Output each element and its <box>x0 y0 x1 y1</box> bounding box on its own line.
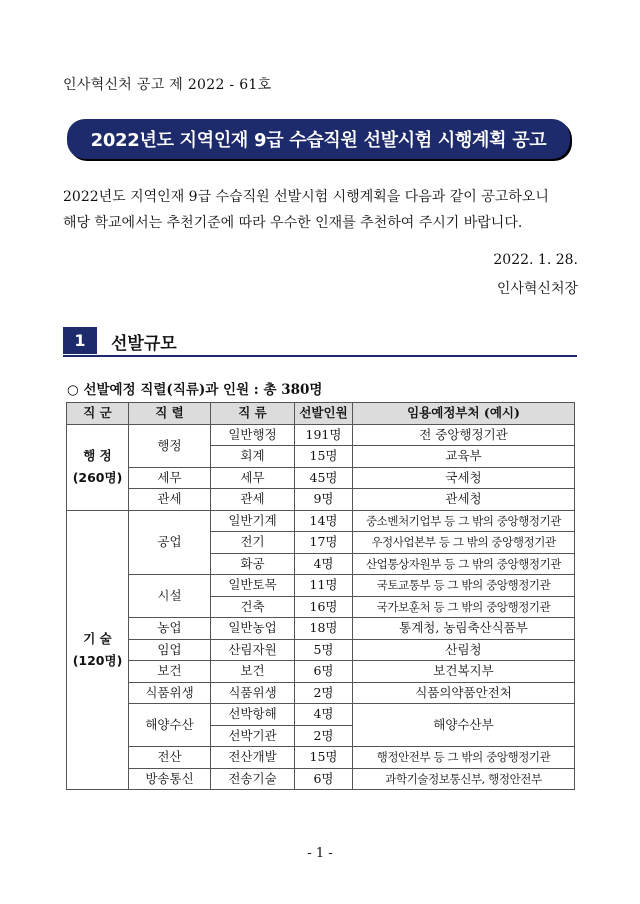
series-cell: 농업 <box>129 618 211 640</box>
ryu-cell: 전송기술 <box>211 768 295 790</box>
table-row <box>67 682 575 704</box>
selection-table <box>66 402 575 790</box>
dept-cell: 국토교통부 등 그 밖의 중앙행정기관 <box>353 575 575 597</box>
count-cell: 45명 <box>295 467 353 489</box>
dept-cell: 관세청 <box>353 489 575 511</box>
ryu-cell: 세무 <box>211 467 295 489</box>
intro-paragraph <box>63 184 581 236</box>
ryu-cell: 선박항해 <box>211 704 295 726</box>
section-title: 선발규모 <box>111 334 177 354</box>
intro-line-2: 해당 학교에서는 추천기준에 따라 우수한 인재를 추천하여 주시기 바랍니다. <box>63 215 523 231</box>
series-cell: 임업 <box>129 639 211 661</box>
table-row <box>67 489 575 511</box>
dept-cell: 산업통상자원부 등 그 밖의 중앙행정기관 <box>353 553 575 575</box>
series-cell: 공업 <box>129 510 211 575</box>
ryu-cell: 전산개발 <box>211 747 295 769</box>
table-row <box>67 575 575 597</box>
dept-cell: 보건복지부 <box>353 661 575 683</box>
group-tech-count: (120명) <box>72 652 123 668</box>
count-cell: 15명 <box>295 747 353 769</box>
header-jikgun: 직 군 <box>67 403 129 425</box>
count-cell: 15명 <box>295 446 353 468</box>
ryu-cell: 보건 <box>211 661 295 683</box>
ryu-cell: 건축 <box>211 596 295 618</box>
count-cell: 2명 <box>295 725 353 747</box>
agency-signature: 인사혁신처장 <box>496 281 578 297</box>
document-title: 2022년도 지역인재 9급 수습직원 선발시험 시행계획 공고 <box>67 119 570 159</box>
ryu-cell: 일반기계 <box>211 510 295 532</box>
table-row <box>67 424 575 446</box>
dept-cell: 교육부 <box>353 446 575 468</box>
count-cell: 2명 <box>295 682 353 704</box>
header-jikryu: 직 류 <box>211 403 295 425</box>
series-cell: 전산 <box>129 747 211 769</box>
group-admin-count: (260명) <box>72 470 123 485</box>
count-cell: 18명 <box>295 618 353 640</box>
page-number: - 1 - <box>307 846 333 861</box>
ryu-cell: 일반토목 <box>211 575 295 597</box>
group-tech-name: 기 술 <box>83 630 112 646</box>
count-cell: 16명 <box>295 596 353 618</box>
header-jikryeol: 직 렬 <box>129 403 211 425</box>
ryu-cell: 일반행정 <box>211 424 295 446</box>
table-header-row <box>67 403 575 425</box>
ryu-cell: 관세 <box>211 489 295 511</box>
series-cell: 관세 <box>129 489 211 511</box>
series-cell: 보건 <box>129 661 211 683</box>
section-divider <box>63 355 577 357</box>
count-cell: 5명 <box>295 639 353 661</box>
table-row <box>67 661 575 683</box>
intro-line-1: 2022년도 지역인재 9급 수습직원 선발시험 시행계획을 다음과 같이 공고하오니 <box>63 189 549 205</box>
header-department: 임용예정부처 (예시) <box>353 403 575 425</box>
ryu-cell: 식품위생 <box>211 682 295 704</box>
dept-cell: 전 중앙행정기관 <box>353 424 575 446</box>
series-cell: 방송통신 <box>129 768 211 790</box>
table-row <box>67 639 575 661</box>
dept-cell: 해양수산부 <box>353 704 575 747</box>
count-cell: 4명 <box>295 553 353 575</box>
count-cell: 4명 <box>295 704 353 726</box>
table-row <box>67 467 575 489</box>
dept-cell: 과학기술정보통신부, 행정안전부 <box>353 768 575 790</box>
header-count: 선발인원 <box>295 403 353 425</box>
series-cell: 해양수산 <box>129 704 211 747</box>
count-cell: 6명 <box>295 768 353 790</box>
selection-summary: ○ 선발예정 직렬(직류)과 인원 : 총 380명 <box>67 382 323 398</box>
group-admin-name: 행 정 <box>83 448 112 463</box>
count-cell: 11명 <box>295 575 353 597</box>
dept-cell: 통계청, 농림축산식품부 <box>353 618 575 640</box>
dept-cell: 국가보훈처 등 그 밖의 중앙행정기관 <box>353 596 575 618</box>
dept-cell: 우정사업본부 등 그 밖의 중앙행정기관 <box>353 532 575 554</box>
series-cell: 행정 <box>129 424 211 467</box>
count-cell: 9명 <box>295 489 353 511</box>
series-cell: 식품위생 <box>129 682 211 704</box>
section-number-badge: 1 <box>63 327 97 354</box>
table-row <box>67 618 575 640</box>
count-cell: 6명 <box>295 661 353 683</box>
count-cell: 191명 <box>295 424 353 446</box>
notice-number: 인사혁신처 공고 제 2022 - 61호 <box>63 77 272 93</box>
ryu-cell: 선박기관 <box>211 725 295 747</box>
count-cell: 14명 <box>295 510 353 532</box>
dept-cell: 산림청 <box>353 639 575 661</box>
table-row <box>67 747 575 769</box>
series-cell: 세무 <box>129 467 211 489</box>
table-row <box>67 704 575 726</box>
dept-cell: 국세청 <box>353 467 575 489</box>
notice-date: 2022. 1. 28. <box>493 252 578 268</box>
ryu-cell: 산림자원 <box>211 639 295 661</box>
ryu-cell: 전기 <box>211 532 295 554</box>
group-tech <box>67 510 129 790</box>
table-row <box>67 768 575 790</box>
series-cell: 시설 <box>129 575 211 618</box>
group-admin <box>67 424 129 510</box>
ryu-cell: 회계 <box>211 446 295 468</box>
dept-cell: 식품의약품안전처 <box>353 682 575 704</box>
table-row <box>67 510 575 532</box>
ryu-cell: 화공 <box>211 553 295 575</box>
ryu-cell: 일반농업 <box>211 618 295 640</box>
dept-cell: 중소벤처기업부 등 그 밖의 중앙행정기관 <box>353 510 575 532</box>
dept-cell: 행정안전부 등 그 밖의 중앙행정기관 <box>353 747 575 769</box>
count-cell: 17명 <box>295 532 353 554</box>
